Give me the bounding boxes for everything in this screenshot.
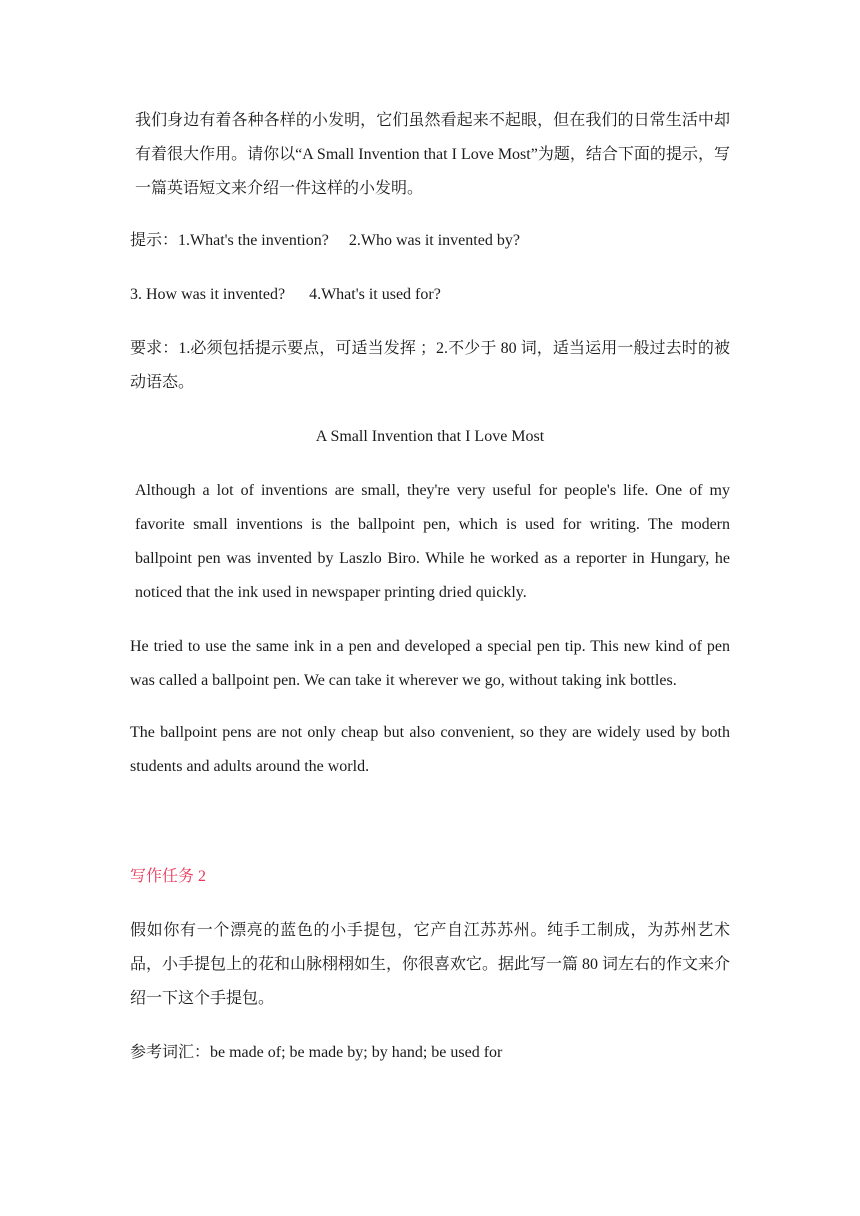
- task2-vocab: 参考词汇：be made of; be made by; by hand; be used for: [130, 1044, 503, 1061]
- task1-intro: 我们身边有着各种各样的小发明，它们虽然看起来不起眼，但在我们的日常生活中却有着很大作用。请你以“A Small Invention that I Love Most”为题，结合下面的提示，写一篇英语短文来介绍一件这样的小发明。: [135, 112, 730, 197]
- task2-prompt: 假如你有一个漂亮的蓝色的小手提包，它产自江苏苏州。纯手工制成，为苏州艺术品，小手提包上的花和山脉栩栩如生，你很喜欢它。据此写一篇 80 词左右的作文来介绍一下这个手提包。: [130, 922, 731, 1007]
- essay-paragraph-1: Although a lot of inventions are small, they're very useful for people's life. One of my favorite small inventions is the ballpoint pen, which is used for writing. The modern ballpoint pen was invented by Laszlo Biro. While he worked as a reporter in Hungary, he noticed that the ink used in newspaper printing dried quickly.: [135, 482, 730, 601]
- document-page: [130, 104, 730, 1070]
- essay-title: A Small Invention that I Love Most: [315, 428, 545, 445]
- essay-paragraph-2: He tried to use the same ink in a pen and developed a special pen tip. This new kind of pen was called a ballpoint pen. We can take it wherever we go, without taking ink bottles.: [130, 638, 730, 689]
- task1-hint-line1: 提示：1.What's the invention? 2.Who was it invented by?: [130, 232, 520, 249]
- task1-requirements: 要求：1.必须包括提示要点，可适当发挥 ；2.不少于 80 词，适当运用一般过去时的被动语态。: [130, 340, 730, 391]
- task1-hint-line2: 3. How was it invented? 4.What's it used for?: [130, 286, 441, 303]
- essay-paragraph-3: The ballpoint pens are not only cheap but also convenient, so they are widely used by both students and adults around the world.: [130, 724, 730, 775]
- task2-heading: 写作任务 2: [130, 868, 207, 885]
